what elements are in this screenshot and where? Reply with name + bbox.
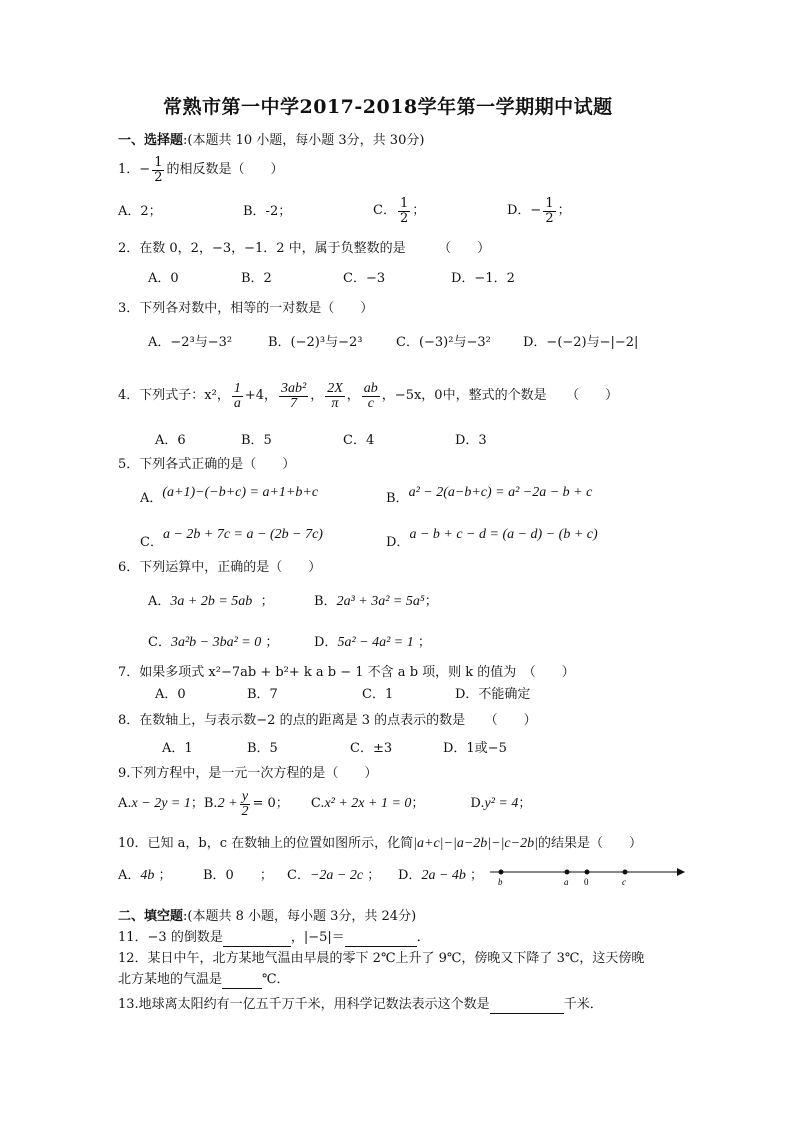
q6-option-d: [314, 634, 431, 652]
q13-prefix: 13.地球离太阳约有一亿五千万千米，用科学记数法表示这个数是: [118, 997, 490, 1012]
q5-d-expr: a − b + c − d = (a − d) − (b + c): [409, 527, 598, 542]
q6-d-expr: 5a² − 4a² = 1: [337, 635, 414, 650]
section-1-note: :(本题共 10 小题，每小题 3分，共 30分): [183, 133, 425, 148]
label-c: c: [622, 877, 626, 887]
q9-d-post: ；: [518, 796, 532, 811]
section-2-heading: [118, 908, 416, 926]
q3-option-d: D．−(−2)与−|−2|: [523, 335, 639, 350]
q1-option-d: [507, 193, 571, 229]
q4-fraction-2: [279, 382, 308, 411]
q1-number: 1．: [118, 162, 140, 177]
label-a: a: [564, 877, 569, 887]
q8-option-b: B．5: [247, 741, 278, 756]
q1-d-fraction: [543, 197, 555, 226]
q1-frac-num: 1: [154, 154, 163, 170]
q6-b-post: ；: [424, 594, 438, 609]
q6-option-c: [148, 634, 278, 652]
q6-b-label: B．: [314, 594, 337, 609]
q4-option-c: C．4: [343, 433, 375, 448]
q4-fraction-3: [325, 382, 345, 411]
q1-c-fraction: [398, 197, 410, 226]
q4-option-a: A．6: [155, 433, 186, 448]
point-zero: [585, 870, 590, 875]
q4-prefix: 4．下列式子：x²，: [118, 388, 230, 403]
q1-c-num: 1: [399, 195, 409, 211]
q5-b-label: B．: [386, 491, 409, 506]
q10-c-post: ；: [367, 868, 381, 883]
q10-a-label: A．: [118, 868, 141, 883]
q1-d-post: ；: [557, 203, 571, 218]
q1-d-num: 1: [545, 195, 554, 211]
q4-fraction-1: [232, 382, 243, 411]
q4-f2-den: 7: [290, 395, 298, 411]
q5-b-expr: a² − 2(a−b+c) = a² −2a − b + c: [408, 485, 593, 500]
point-a: [565, 870, 570, 875]
q4-fraction-4: [362, 382, 380, 411]
q6-a-label: A．: [148, 594, 171, 609]
q9-b-label: B.: [203, 796, 218, 811]
number-line-arrow: [677, 868, 685, 876]
section-2-label: 二、填空题: [118, 909, 184, 924]
q9-a-expr: x − 2y = 1: [131, 796, 191, 811]
question-10: [118, 835, 642, 853]
q1-d-den: 2: [545, 210, 554, 226]
q10-suffix: 的结果是（ ）: [537, 836, 642, 851]
q10-c-expr: −2a − 2c: [309, 868, 364, 883]
q4-option-d: D．3: [455, 433, 487, 448]
question-12-line-1: 12．某日中午，北方某地气温由早晨的零下 2℃上升了 9℃，傍晚又下降了 3℃，这天傍晚: [118, 951, 645, 966]
q10-option-a: [118, 867, 172, 885]
q1-d-label: D．−: [507, 203, 542, 218]
label-b: b: [498, 877, 503, 887]
q9-d-label: D.: [470, 796, 485, 811]
q9-options-row: [118, 786, 531, 822]
q6-b-expr: 2a³ + 3a² = 5a⁵: [336, 594, 425, 609]
q6-d-post: ；: [417, 635, 431, 650]
q5-a-label: A．: [140, 491, 163, 506]
q9-b-post: = 0；: [252, 796, 289, 811]
q7-option-a: A．0: [155, 687, 186, 702]
page-title: 常熟市第一中学2017-2018学年第一学期期中试题: [163, 96, 613, 118]
q9-b-den: 2: [241, 803, 249, 819]
section-2-note: :(本题共 8 小题，每小题 3分，共 24分): [183, 909, 417, 924]
q11-blank-1[interactable]: [223, 932, 291, 947]
q10-d-label: D．: [398, 868, 422, 883]
q4-suffix: ，−5x，0中，整式的个数是 （ ）: [381, 388, 619, 403]
q4-sep-1: +4，: [244, 388, 277, 403]
q10-a-post: ；: [158, 868, 172, 883]
q6-d-label: D．: [314, 635, 338, 650]
q6-a-post: ；: [260, 594, 274, 609]
q6-c-post: ；: [265, 635, 279, 650]
q13-blank[interactable]: [490, 999, 564, 1014]
q4-f1-num: 1: [233, 380, 241, 396]
q5-option-b: [386, 484, 593, 506]
q10-option-c: [287, 867, 380, 885]
q1-option-c: [373, 193, 425, 229]
q2-option-b: B．2: [241, 271, 272, 286]
section-1-label: 一、选择题: [118, 133, 184, 148]
q2-option-c: C．−3: [343, 271, 386, 286]
q9-c-label: C.: [310, 796, 325, 811]
q10-prefix: 10．已知 a，b，c 在数轴上的位置如图所示，化简: [118, 836, 414, 851]
q9-b-pre: 2 +: [217, 796, 238, 811]
q4-f1-den: a: [233, 395, 241, 411]
q6-option-b: [314, 593, 438, 611]
q4-f3-den: π: [331, 395, 339, 411]
q4-f3-num: 2X: [327, 380, 343, 396]
label-zero: 0: [584, 877, 589, 887]
q1-option-a: A．2；: [118, 204, 162, 219]
question-1: [118, 154, 283, 186]
q1-text: 的相反数是（ ）: [166, 162, 284, 177]
q10-d-post: ；: [470, 868, 484, 883]
q5-option-c: [140, 526, 323, 550]
q4-f2-num: 3ab²: [281, 380, 307, 396]
q10-c-label: C．: [287, 868, 310, 883]
q10-expression: |a+c|−|a−2b|−|c−2b|: [413, 836, 538, 851]
q6-a-expr: 3a + 2b = 5ab: [170, 594, 253, 609]
q10-option-d: [398, 867, 483, 885]
question-12-line-2: [118, 971, 290, 989]
q1-minus: −: [139, 162, 151, 177]
q5-option-a: [140, 484, 319, 506]
question-7: 7．如果多项式 x²−7ab + b²+ k a b − 1 不含 a b 项，则 k 的值为 （ ）: [118, 665, 575, 680]
q2-option-d: D．−1．2: [451, 271, 515, 286]
q12-suffix: ℃．: [262, 972, 290, 987]
q5-d-label: D．: [386, 535, 410, 550]
q11-middle: ，|−5|＝: [290, 930, 345, 945]
q6-option-a: [148, 593, 274, 611]
q8-option-d: D．1或−5: [443, 741, 507, 756]
q9-d-expr: y² = 4: [484, 796, 519, 811]
q13-suffix: 千米．: [563, 997, 603, 1012]
q9-a-post: ；: [190, 796, 204, 811]
q4-sep-2: ，: [310, 388, 324, 403]
section-1-heading: [118, 132, 424, 150]
q6-c-expr: 3a²b − 3ba² = 0: [170, 635, 262, 650]
q1-c-label: C．: [373, 203, 396, 218]
q4-sep-3: ，: [346, 388, 360, 403]
q10-d-expr: 2a − 4b: [421, 868, 466, 883]
point-c: [623, 870, 628, 875]
q8-option-c: C．±3: [350, 741, 393, 756]
q9-b-fraction: [240, 790, 251, 819]
q4-option-b: B．5: [241, 433, 272, 448]
q11-suffix: ．: [416, 930, 430, 945]
q5-c-label: C．: [140, 535, 163, 550]
q4-f4-num: ab: [363, 380, 378, 396]
q11-blank-2[interactable]: [345, 932, 417, 947]
q5-a-expr: (a+1)−(−b+c) = a+1+b+c: [162, 485, 319, 500]
q11-prefix: 11．−3 的倒数是: [118, 930, 223, 945]
q9-b-num: y: [241, 788, 249, 804]
question-2: 2．在数 0，2，−3，−1．2 中，属于负整数的是 （ ）: [118, 241, 491, 256]
q1-option-b: B．-2；: [243, 204, 292, 219]
point-b: [499, 870, 504, 875]
q10-option-b: B．0 ；: [203, 868, 273, 883]
question-4: [118, 376, 618, 416]
question-3: 3．下列各对数中，相等的一对数是（ ）: [118, 301, 374, 316]
q12-prefix: 北方某地的气温是: [118, 972, 223, 987]
q9-c-post: ；: [411, 796, 425, 811]
q10-a-expr: 4b: [140, 868, 155, 883]
number-line-diagram: [488, 862, 688, 888]
q3-option-a: A．−2³与−3²: [148, 335, 233, 350]
question-9: 9.下列方程中，是一元一次方程的是（ ）: [118, 766, 378, 781]
q4-f4-den: c: [367, 395, 374, 411]
q3-option-c: C．(−3)²与−3²: [396, 335, 491, 350]
q7-option-c: C．1: [362, 687, 394, 702]
q5-option-d: [386, 526, 598, 550]
question-11: [118, 929, 430, 947]
q2-option-a: A．0: [148, 271, 179, 286]
q5-c-expr: a − 2b + 7c = a − (2b − 7c): [162, 527, 323, 542]
q1-c-post: ；: [412, 203, 426, 218]
q7-option-d: D．不能确定: [455, 687, 531, 702]
q9-c-expr: x² + 2x + 1 = 0: [324, 796, 412, 811]
q8-option-a: A．1: [162, 741, 193, 756]
question-5: 5．下列各式正确的是（ ）: [118, 457, 296, 472]
q7-option-b: B．7: [247, 687, 278, 702]
question-6: 6．下列运算中，正确的是（ ）: [118, 560, 322, 575]
q12-blank[interactable]: [222, 974, 262, 989]
q6-c-label: C．: [148, 635, 171, 650]
question-8: 8．在数轴上，与表示数−2 的点的距离是 3 的点表示的数是 （ ）: [118, 713, 537, 728]
q1-fraction: [152, 156, 164, 185]
q9-a-label: A.: [118, 796, 132, 811]
q1-frac-den: 2: [154, 169, 163, 185]
q3-option-b: B．(−2)³与−2³: [268, 335, 363, 350]
q1-c-den: 2: [399, 210, 409, 226]
question-13: [118, 996, 603, 1014]
